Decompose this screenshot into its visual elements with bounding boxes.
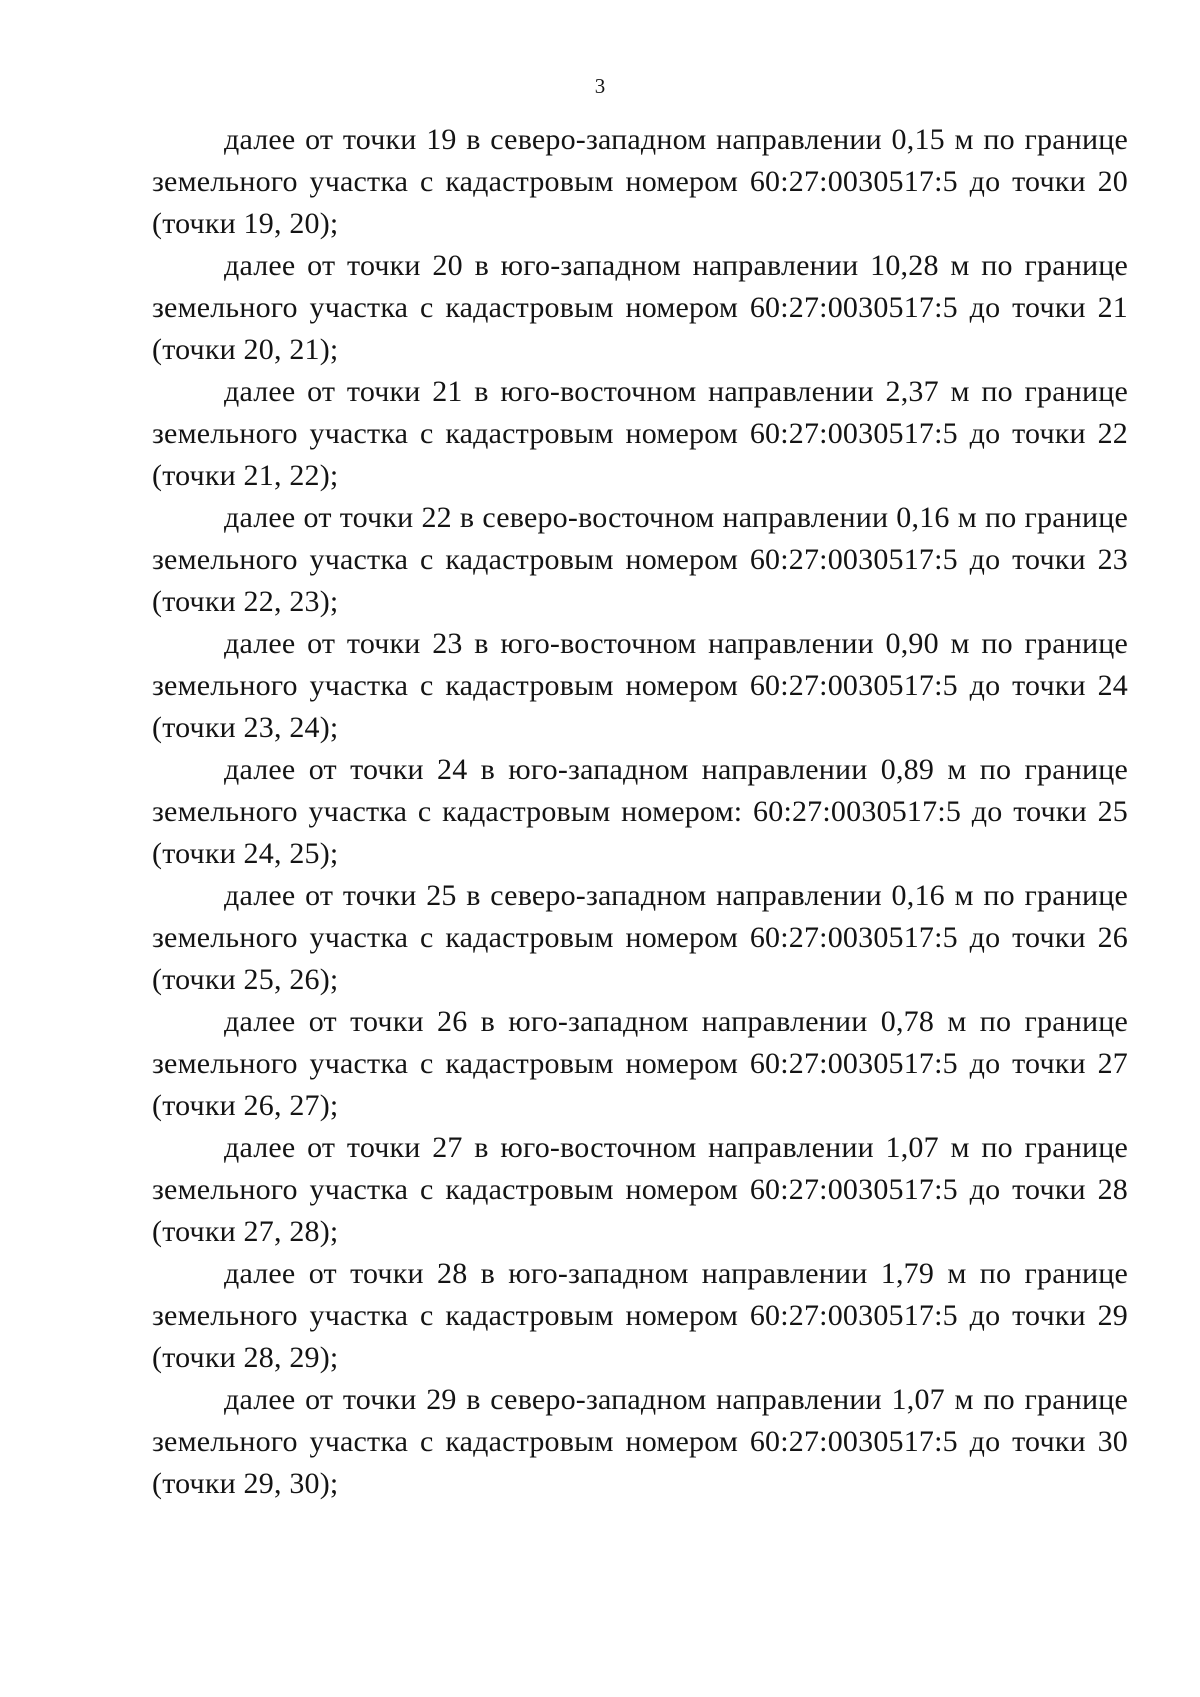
boundary-paragraph: далее от точки 24 в юго-западном направлении 0,89 м по границе земельного участка с кадастровым номером: 60:27:0030517:5 до точки 25 (точки 24, 25); <box>152 753 1128 870</box>
boundary-paragraph: далее от точки 20 в юго-западном направлении 10,28 м по границе земельного участка с кадастровым номером 60:27:0030517:5 до точки 21 (точки 20, 21); <box>152 249 1128 366</box>
boundary-paragraph: далее от точки 29 в северо-западном направлении 1,07 м по границе земельного участка с кадастровым номером 60:27:0030517:5 до точки 30 (точки 29, 30); <box>152 1383 1128 1500</box>
boundary-paragraph: далее от точки 21 в юго-восточном направлении 2,37 м по границе земельного участка с кадастровым номером 60:27:0030517:5 до точки 22 (точки 21, 22); <box>152 375 1128 492</box>
boundary-paragraph: далее от точки 26 в юго-западном направлении 0,78 м по границе земельного участка с кадастровым номером 60:27:0030517:5 до точки 27 (точки 26, 27); <box>152 1005 1128 1122</box>
boundary-paragraph: далее от точки 19 в северо-западном направлении 0,15 м по границе земельного участка с кадастровым номером 60:27:0030517:5 до точки 20 (точки 19, 20); <box>152 123 1128 240</box>
page-number: 3 <box>594 74 606 98</box>
boundary-paragraph: далее от точки 27 в юго-восточном направлении 1,07 м по границе земельного участка с кадастровым номером 60:27:0030517:5 до точки 28 (точки 27, 28); <box>152 1131 1128 1248</box>
boundary-paragraph: далее от точки 23 в юго-восточном направлении 0,90 м по границе земельного участка с кадастровым номером 60:27:0030517:5 до точки 24 (точки 23, 24); <box>152 627 1128 744</box>
boundary-paragraph: далее от точки 25 в северо-западном направлении 0,16 м по границе земельного участка с кадастровым номером 60:27:0030517:5 до точки 26 (точки 25, 26); <box>152 879 1128 996</box>
boundary-paragraph: далее от точки 28 в юго-западном направлении 1,79 м по границе земельного участка с кадастровым номером 60:27:0030517:5 до точки 29 (точки 28, 29); <box>152 1257 1128 1374</box>
boundary-paragraph: далее от точки 22 в северо-восточном направлении 0,16 м по границе земельного участка с кадастровым номером 60:27:0030517:5 до точки 23 (точки 22, 23); <box>152 501 1128 618</box>
document-body <box>152 119 1128 1505</box>
